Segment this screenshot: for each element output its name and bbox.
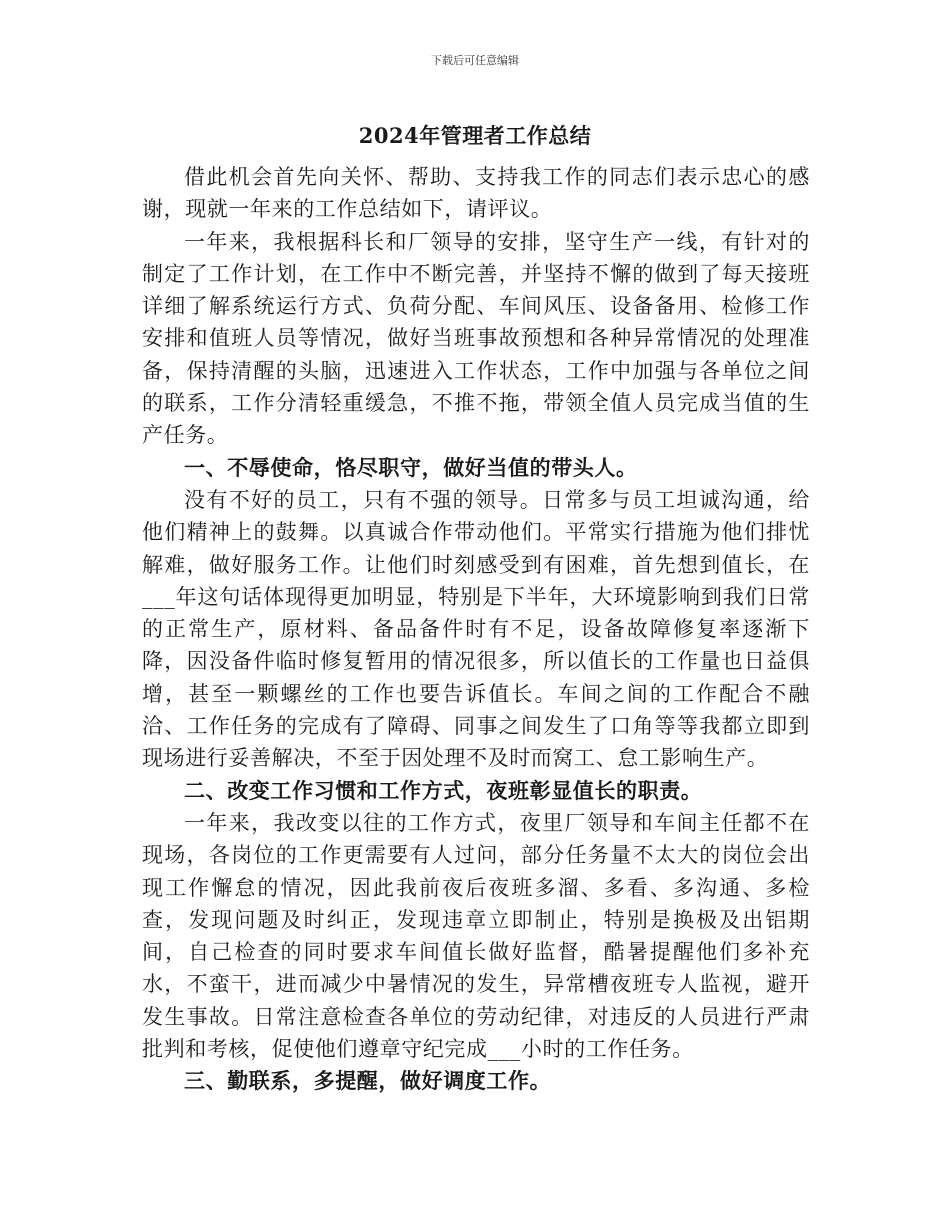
- section-heading-3: 三、勤联系，多提醒，做好调度工作。: [184, 1068, 552, 1094]
- paragraph-work-overview: 一年来，我根据科长和厂领导的安排，坚守生产一线，有针对的制定了工作计划，在工作中不断完善，并坚持不懈的做到了每天接班详细了解系统运行方式、负荷分配、车间风压、设备备用、检修工作安排和值班人员等情况，做好当班事故预想和各种异常情况的处理准备，保持清醒的头脑，迅速进入工作状态，工作中加强与各单位之间的联系，工作分清轻重缓急，不推不拖，带领全值人员完成当值的生产任务。: [142, 229, 810, 448]
- section-heading-2: 二、改变工作习惯和工作方式，夜班彰显值长的职责。: [184, 777, 703, 803]
- section-heading-1: 一、不辱使命，恪尽职守，做好当值的带头人。: [184, 454, 638, 480]
- header-note: 下载后可任意编辑: [431, 54, 519, 67]
- paragraph-section-1: 没有不好的员工，只有不强的领导。日常多与员工坦诚沟通，给他们精神上的鼓舞。以真诚合作带动他们。平常实行措施为他们排忧解难，做好服务工作。让他们时刻感受到有困难，首先想到值长，在___年这句话体现得更加明显，特别是下半年，大环境影响到我们日常的正常生产，原材料、备品备件时有不足，设备故障修复率逐渐下降，因没备件临时修复暂用的情况很多，所以值长的工作量也日益俱增，甚至一颗螺丝的工作也要告诉值长。车间之间的工作配合不融洽、工作任务的完成有了障碍、同事之间发生了口角等等我都立即到现场进行妥善解决，不至于因处理不及时而窝工、怠工影响生产。: [142, 487, 810, 771]
- document-title: 2024年管理者工作总结: [358, 123, 592, 148]
- paragraph-intro-thanks: 借此机会首先向关怀、帮助、支持我工作的同志们表示忠心的感谢，现就一年来的工作总结如下，请评议。: [142, 165, 810, 222]
- document-body: [142, 161, 810, 1098]
- paragraph-section-2: 一年来，我改变以往的工作方式，夜里厂领导和车间主任都不在现场，各岗位的工作更需要有人过问，部分任务量不太大的岗位会出现工作懈怠的情况，因此我前夜后夜班多溜、多看、多沟通、多检查，发现问题及时纠正，发现违章立即制止，特别是换极及出铝期间，自己检查的同时要求车间值长做好监督，酷暑提醒他们多补充水，不蛮干，进而减少中暑情况的发生，异常槽夜班专人监视，避开发生事故。日常注意检查各单位的劳动纪律，对违反的人员进行严肃批判和考核，促使他们遵章守纪完成___小时的工作任务。: [142, 810, 810, 1062]
